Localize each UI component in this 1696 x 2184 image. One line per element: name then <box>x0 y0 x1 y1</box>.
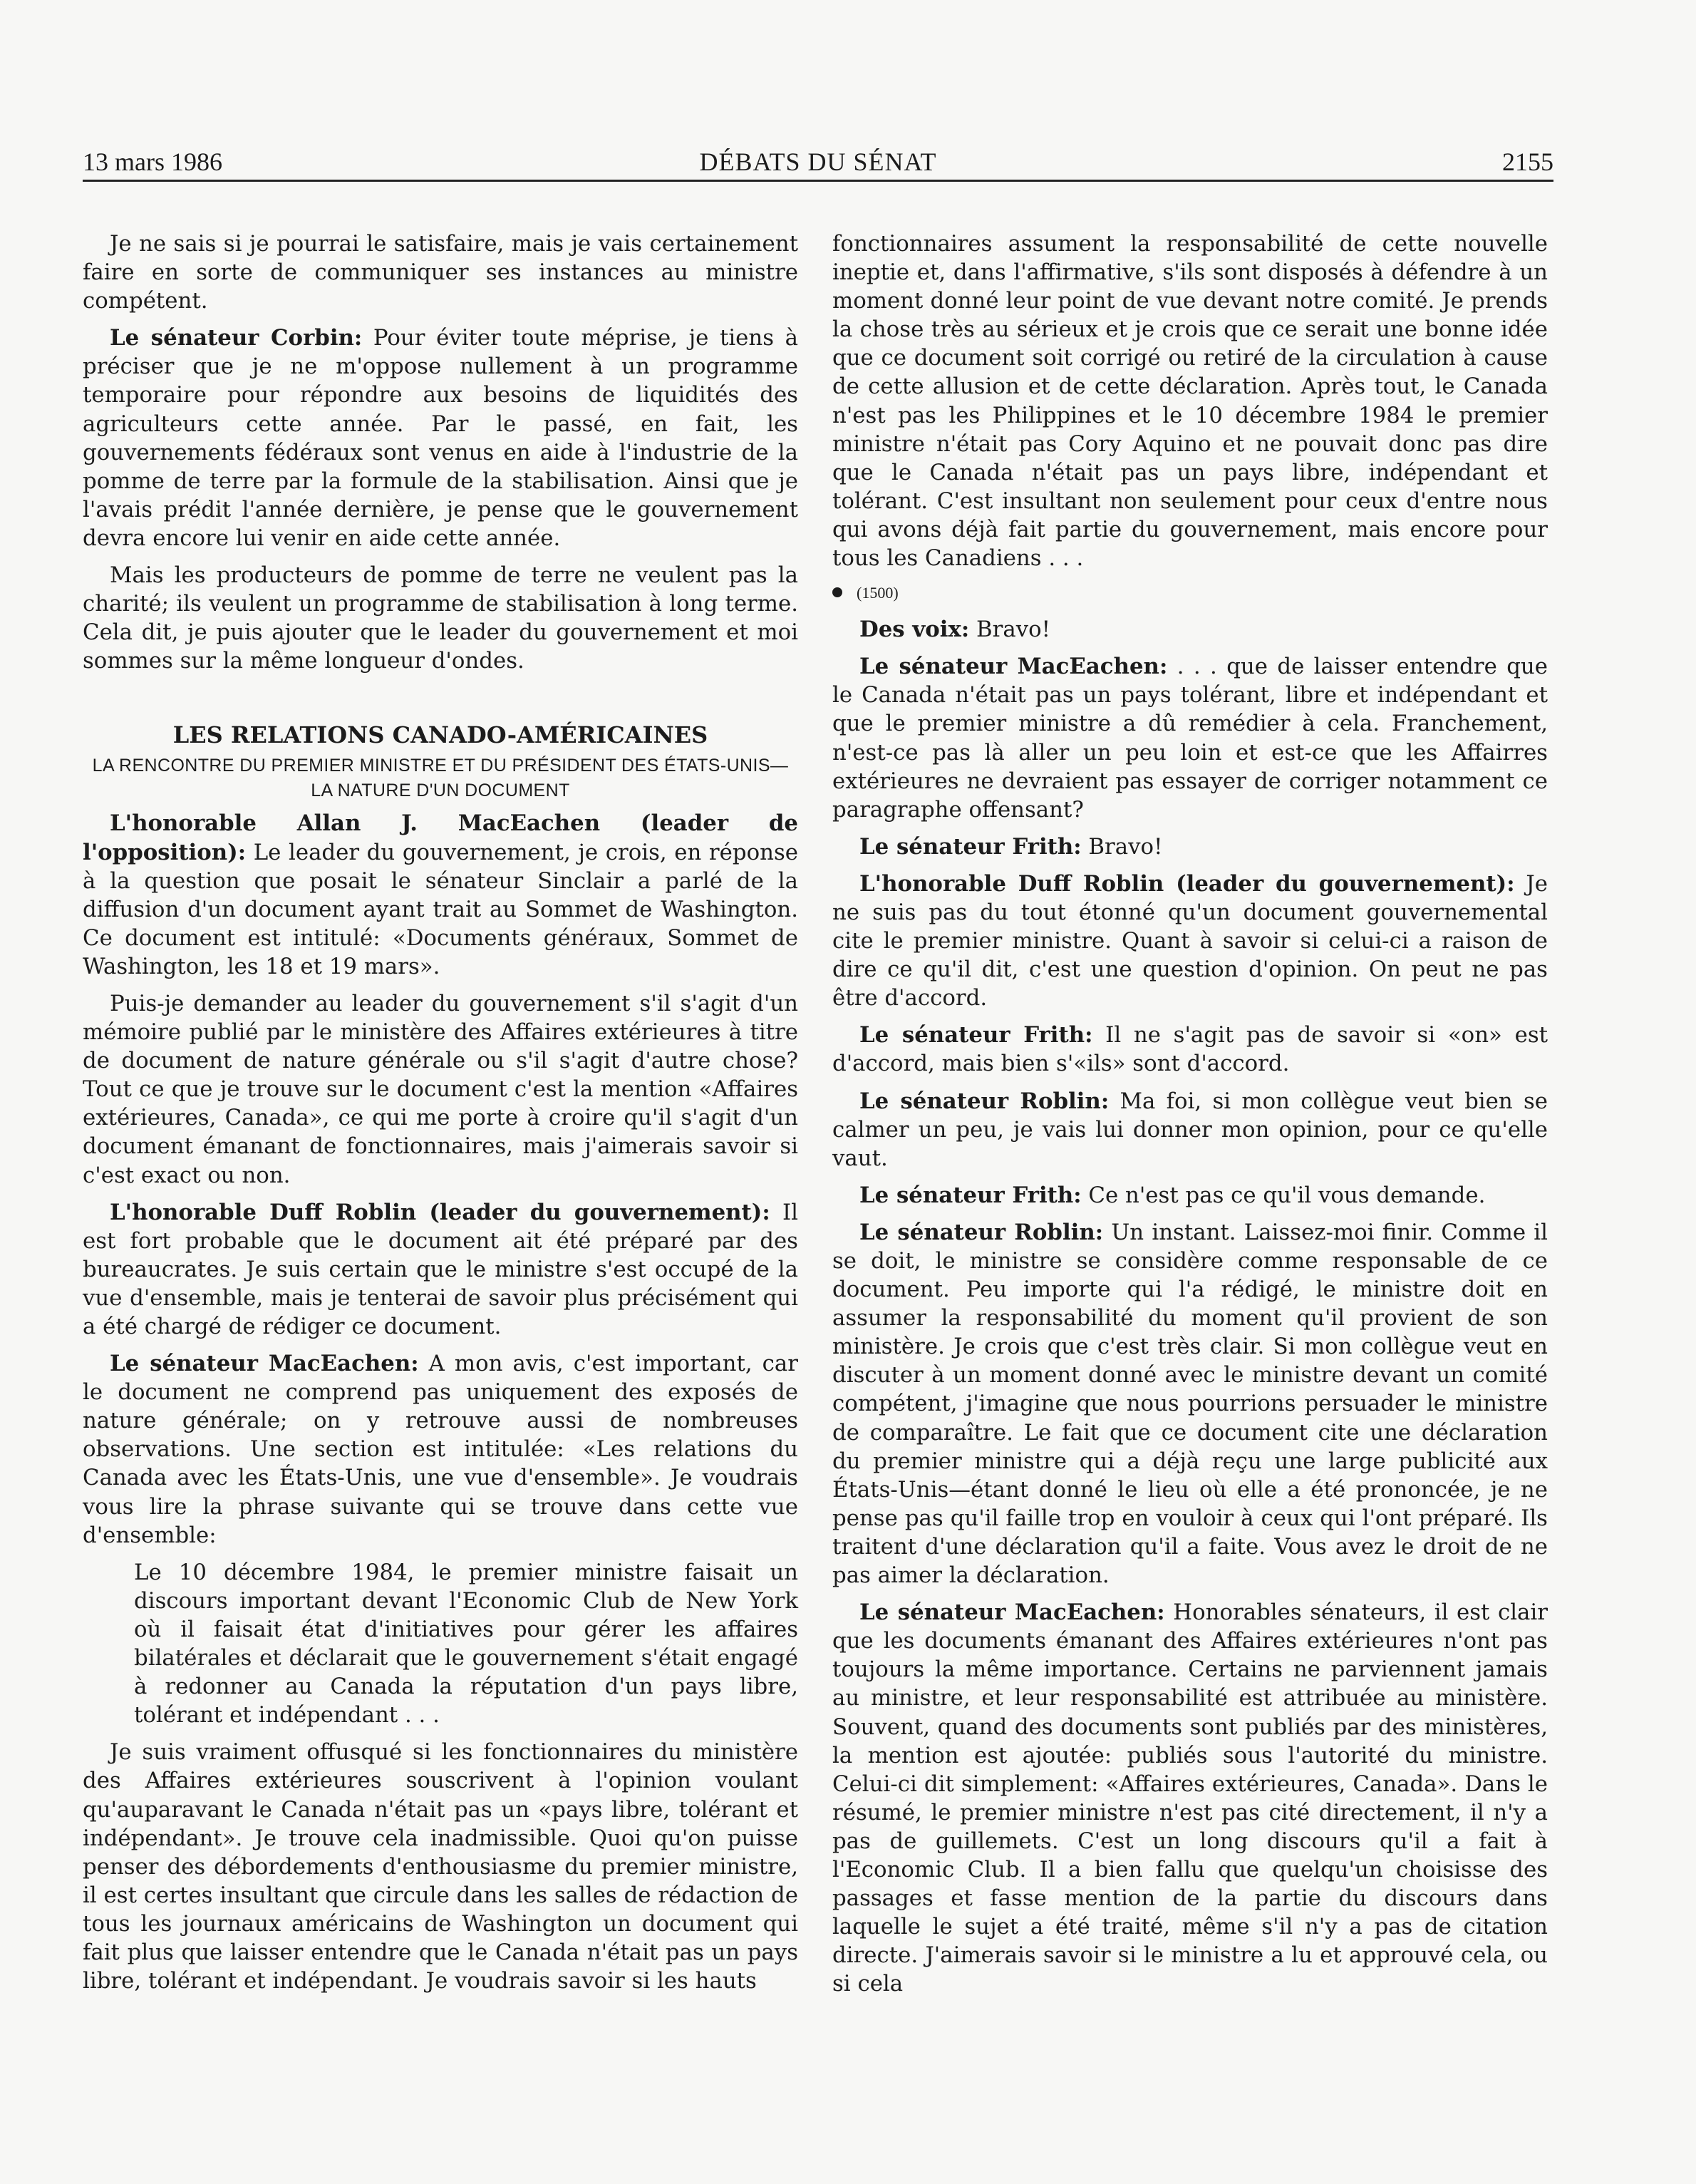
speech-text: A mon avis, c'est important, car le document ne comprend pas uniquement des exposés de nature générale; on y retrouve aussi de nombreuses observations. Une section est intitulée: «Les relations du Canada avec les États-Unis, une vue d'ensemble». Je voudrais vous lire la phrase suivante qui se trouve dans cette vue d'ensemble: <box>83 1351 798 1548</box>
page-header <box>83 143 1553 180</box>
speech-text: Je ne suis pas du tout étonné qu'un document gouvernemental cite le premier ministre. Quant à savoir si celui-ci a raison de dire ce qu'il dit, c'est une question d'opinion. On peut ne pas être d'accord. <box>832 870 1548 1011</box>
speaker-name: Le sénateur Frith: <box>859 1022 1093 1049</box>
speech-text: Ce n'est pas ce qu'il vous demande. <box>1081 1182 1486 1208</box>
speech-text: Bravo! <box>1081 833 1163 860</box>
paragraph <box>832 1021 1548 1078</box>
speaker-name: L'honorable Allan J. MacEachen (leader de l'opposition): <box>83 810 798 865</box>
speaker-name: Le sénateur MacEachen: <box>859 1600 1165 1626</box>
speech-text: Ma foi, si mon collègue veut bien se calmer un peu, je vais lui donner mon opinion, pour ce qu'elle vaut. <box>832 1088 1548 1171</box>
time-marker-text: (1500) <box>857 584 899 602</box>
paragraph <box>832 1598 1548 1998</box>
right-column <box>832 230 1548 2007</box>
paragraph <box>83 1198 798 1341</box>
paragraph: Je ne sais si je pourrai le satisfaire, mais je vais certainement faire en sorte de communiquer ses instances au ministre compétent. <box>83 231 798 314</box>
paragraph <box>832 833 1548 861</box>
speech-text: Un instant. Laissez-moi finir. Comme il se doit, le ministre se considère comme responsable de ce document. Peu importe qui l'a rédigé, le ministre doit en assumer la responsabilité du moment qu'il provient de son ministère. Je crois que c'est très clair. Si mon collègue veut en discuter à un moment donné avec le ministre devant un comité compétent, j'imagine que nous pourrions persuader le ministre de comparaître. Le fait que ce document cite une déclaration du premier ministre qui a déjà reçu une large publicité aux États-Unis—étant donné le lieu où elle a été prononcée, je ne pense pas qu'il faille trop en vouloir à ceux qui l'ont préparé. Ils traitent d'une déclaration qu'il a faite. Vous avez le droit de ne pas aimer la déclaration. <box>832 1219 1548 1589</box>
time-marker <box>832 581 1548 605</box>
speaker-name: Le sénateur MacEachen: <box>859 654 1168 680</box>
bullet-icon <box>832 587 842 597</box>
header-title: DÉBATS DU SÉNAT <box>699 148 937 176</box>
paragraph <box>83 324 798 552</box>
header-date: 13 mars 1986 <box>83 148 222 176</box>
speech-text: Pour éviter toute méprise, je tiens à préciser que je ne m'oppose nullement à un programme temporaire pour répondre aux besoins de liquidités des agriculteurs cette année. Par le passé, en fait, les gouvernements fédéraux sont venus en aide à l'industrie de la pomme de terre par la formule de la stabilisation. Ainsi que je l'avais prédit l'année dernière, je pense que le gouvernement devra encore lui venir en aide cette année. <box>83 325 798 551</box>
paragraph <box>83 1349 798 1550</box>
page-number: 2155 <box>1502 148 1553 176</box>
paragraph <box>832 652 1548 824</box>
speaker-name: Le sénateur Frith: <box>859 1182 1082 1208</box>
speech-text: Il est fort probable que le document ait été préparé par des bureaucrates. Je suis certain que le ministre s'est occupé de la vue d'ensemble, mais je tenterai de savoir plus précisément qui a été chargé de rédiger ce document. <box>83 1199 798 1339</box>
paragraph: Mais les producteurs de pomme de terre ne veulent pas la charité; ils veulent un programme de stabilisation à long terme. Cela dit, je puis ajouter que le leader du gouvernement et moi sommes sur la même longueur d'ondes. <box>83 562 798 674</box>
speech-text: Le leader du gouvernement, je crois, en réponse à la question que posait le sénateur Sinclair a parlé de la diffusion d'un document ayant trait au Sommet de Washington. Ce document est intitulé: «Documents généraux, Sommet de Washington, les 18 et 19 mars». <box>83 839 798 979</box>
speaker-name: L'honorable Duff Roblin (leader du gouvernement): <box>110 1199 770 1225</box>
speech-text: Honorables sénateurs, il est clair que les documents émanant des Affaires extérieures n'ont pas toujours la même importance. Certains ne parviennent jamais au ministre, et leur responsabilité est attribuée au ministère. Souvent, quand des documents sont publiés par des ministères, la mention est ajoutée: publiés sous l'autorité du ministre. Celui-ci dit simplement: «Affaires extérieures, Canada». Dans le résumé, le premier ministre n'est pas cité directement, il n'y a pas de guillemets. C'est un long discours qu'il a fait à l'Economic Club. Il a bien fallu que quelqu'un choisisse des passages et fasse mention de la partie du discours dans laquelle le sujet a été traité, même s'il n'y a pas de citation directe. J'aimerais savoir si le ministre a lu et approuvé cela, ou si cela <box>832 1600 1548 1997</box>
speaker-name: Le sénateur Roblin: <box>859 1219 1104 1245</box>
speaker-name: Le sénateur MacEachen: <box>110 1351 419 1377</box>
left-column <box>83 230 798 2004</box>
paragraph: Puis-je demander au leader du gouvernement s'il s'agit d'un mémoire publié par le ministère des Affaires extérieures à titre de document de nature générale ou s'il s'agit d'autre chose? Tout ce que je trouve sur le document c'est la mention «Affaires extérieures, Canada», ce qui me porte à croire qu'il s'agit d'un document émanant de fonctionnaires, mais j'aimerais savoir si c'est exact ou non. <box>83 990 798 1188</box>
speaker-name: Le sénateur Frith: <box>859 833 1082 860</box>
speech-text: . . . que de laisser entendre que le Canada n'était pas un pays tolérant, libre et indépendant et que le premier ministre a dû remédier à cela. Franchement, n'est-ce pas là aller un peu loin et est-ce que les Affairres extérieures ne devraient pas essayer de corriger notamment ce paragraphe offensant? <box>832 654 1548 823</box>
section-subtitle: LA RENCONTRE DU PREMIER MINISTRE ET DU PRÉSIDENT DES ÉTATS-UNIS—LA NATURE D'UN DOCUMENT <box>92 756 789 801</box>
speech-text: Il ne s'agit pas de savoir si «on» est d'accord, mais bien s'«ils» sont d'accord. <box>832 1022 1548 1077</box>
paragraph <box>832 615 1548 644</box>
speaker-name: L'honorable Duff Roblin (leader du gouvernement): <box>859 870 1515 897</box>
paragraph <box>832 1218 1548 1590</box>
section-title: LES RELATIONS CANADO-AMÉRICAINES <box>172 721 708 749</box>
paragraph: Je suis vraiment offusqué si les fonctionnaires du ministère des Affaires extérieures souscrivent à l'opinion voulant qu'auparavant le Canada n'était pas un «pays libre, tolérant et indépendant». Je trouve cela inadmissible. Quoi qu'on puisse penser des débordements d'enthousiasme du premier ministre, il est certes insultant que circule dans les salles de rédaction de tous les journaux américains de Washington un document qui fait plus que laisser entendre que le Canada n'était pas un pays libre, tolérant et indépendant. Je voudrais savoir si les hauts <box>83 1739 798 1994</box>
speech-text: Bravo! <box>969 617 1051 643</box>
speaker-name: Le sénateur Roblin: <box>859 1088 1110 1114</box>
paragraph <box>832 1181 1548 1210</box>
paragraph <box>832 1087 1548 1173</box>
paragraph: fonctionnaires assument la responsabilité de cette nouvelle ineptie et, dans l'affirmative, s'ils sont disposés à défendre à un moment donné leur point de vue devant notre comité. Je prends la chose très au sérieux et je crois que ce serait une bonne idée que ce document soit corrigé ou retiré de la circulation à cause de cette allusion et de cette déclaration. Après tout, le Canada n'est pas les Philippines et le 10 décembre 1984 le premier ministre n'était pas Cory Aquino et ne pouvait donc pas dire que le Canada n'était pas un pays libre, indépendant et tolérant. C'est insultant non seulement pour ceux d'entre nous qui avons déjà fait partie du gouvernement, mais encore pour tous les Canadiens . . . <box>832 231 1548 572</box>
paragraph <box>832 870 1548 1012</box>
paragraph <box>83 809 798 981</box>
speaker-name: Des voix: <box>859 617 970 643</box>
block-quote: Le 10 décembre 1984, le premier ministre faisait un discours important devant l'Economic Club de New York où il faisait état d'initiatives pour gérer les affaires bilatérales et déclarait que le gouvernement s'était engagé à redonner au Canada la réputation d'un pays libre, tolérant et indépendant . . . <box>134 1559 798 1729</box>
speaker-name: Le sénateur Corbin: <box>110 325 363 351</box>
header-rule <box>83 180 1553 182</box>
